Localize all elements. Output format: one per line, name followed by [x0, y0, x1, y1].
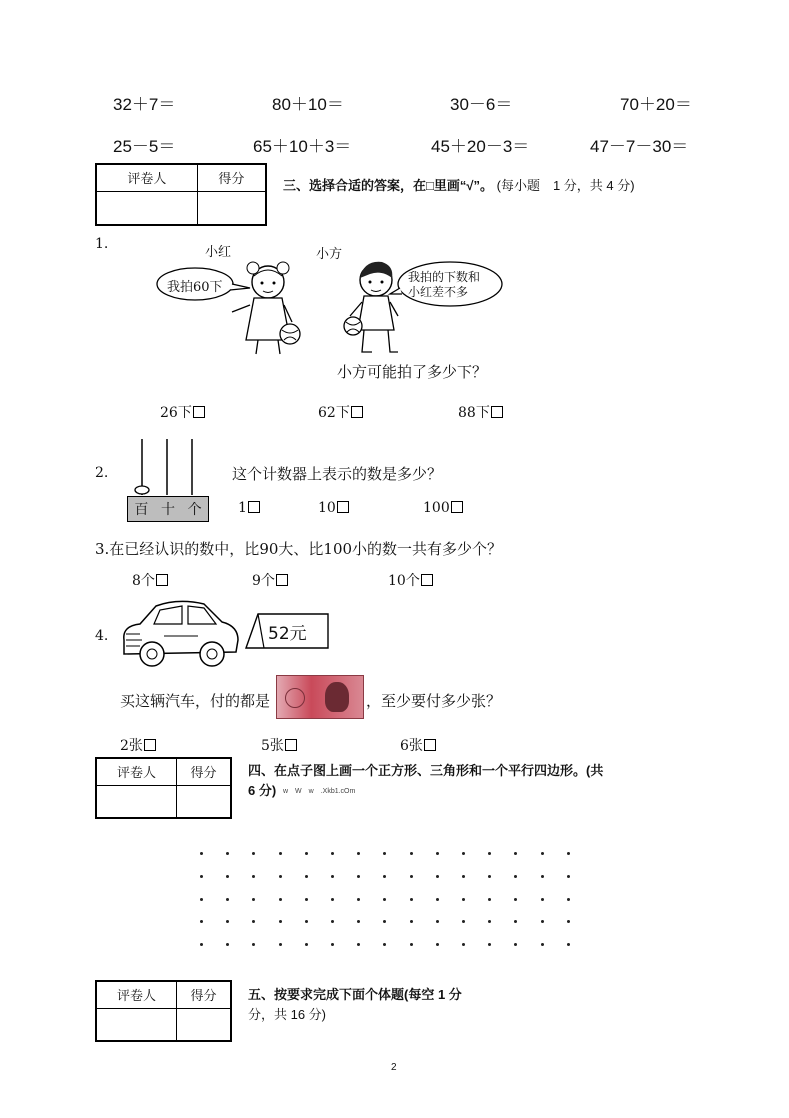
grid-dot	[488, 875, 491, 878]
girl-name: 小红	[205, 245, 232, 260]
equation: 80＋10＝	[272, 95, 344, 114]
grid-dot	[541, 875, 544, 878]
section3-points: (每小题 1 分，共 4 分)	[496, 178, 635, 193]
grid-dot	[331, 875, 334, 878]
grid-dot	[383, 898, 386, 901]
grid-dot	[279, 920, 282, 923]
grid-dot	[331, 943, 334, 946]
option[interactable]	[261, 735, 297, 755]
option-label: 100	[423, 500, 450, 516]
grid-dot	[331, 852, 334, 855]
grid-dot	[331, 920, 334, 923]
abacus-rods	[126, 437, 210, 497]
option-label: 88下	[458, 405, 490, 421]
option[interactable]	[388, 570, 433, 590]
option[interactable]	[318, 402, 363, 422]
grid-dot	[200, 920, 203, 923]
grid-dot	[462, 943, 465, 946]
grid-dot	[567, 920, 570, 923]
grader-table	[95, 163, 267, 226]
answer-box[interactable]	[193, 406, 205, 418]
grid-dot	[226, 920, 229, 923]
section4-title-line1: 四、在点子图上画一个正方形、三角形和一个平行四边形。(共	[248, 763, 604, 778]
q1-number: 1.	[95, 236, 109, 252]
grid-dot	[436, 943, 439, 946]
watermark: w W w .Xkb1.cOm	[283, 788, 356, 795]
grid-dot	[226, 898, 229, 901]
dot-row	[200, 943, 570, 946]
grid-dot	[462, 898, 465, 901]
answer-box[interactable]	[337, 501, 349, 513]
grid-dot	[541, 920, 544, 923]
grid-dot	[462, 875, 465, 878]
reviewer-label: 评卷人	[96, 981, 176, 1008]
score-cell[interactable]	[176, 1008, 231, 1041]
option[interactable]	[238, 500, 260, 516]
grid-dot	[357, 898, 360, 901]
grid-dot	[279, 852, 282, 855]
grid-dot	[279, 898, 282, 901]
grid-dot	[488, 943, 491, 946]
option[interactable]	[160, 402, 205, 422]
grid-dot	[436, 898, 439, 901]
equation: 30－6＝	[450, 95, 513, 114]
grid-dot	[383, 943, 386, 946]
answer-box[interactable]	[144, 739, 156, 751]
option[interactable]	[318, 500, 349, 516]
grader-table	[95, 757, 232, 819]
grid-dot	[514, 898, 517, 901]
grid-dot	[514, 875, 517, 878]
option[interactable]	[458, 402, 503, 422]
option-label: 9个	[252, 573, 275, 589]
option-label: 10个	[388, 573, 420, 589]
section4-title-line2: 6 分)	[248, 783, 277, 798]
grid-dot	[410, 920, 413, 923]
answer-box[interactable]	[156, 574, 168, 586]
grid-dot	[488, 920, 491, 923]
dot-row	[200, 875, 570, 878]
grid-dot	[488, 898, 491, 901]
q1-question: 小方可能拍了多少下？	[337, 363, 488, 381]
grid-dot	[462, 852, 465, 855]
dot-row	[200, 852, 570, 855]
score-cell[interactable]	[197, 191, 266, 225]
grid-dot	[436, 852, 439, 855]
q4-number: 4.	[95, 628, 109, 644]
grid-dot	[226, 875, 229, 878]
answer-box[interactable]	[451, 501, 463, 513]
score-cell[interactable]	[176, 785, 231, 818]
answer-box[interactable]	[248, 501, 260, 513]
equation: 70＋20＝	[620, 95, 692, 114]
banknote-emblem	[285, 688, 305, 708]
section3-title	[283, 175, 635, 194]
grid-dot	[357, 852, 360, 855]
grid-dot	[200, 898, 203, 901]
abacus-base	[127, 496, 209, 522]
grid-dot	[567, 898, 570, 901]
option[interactable]	[400, 735, 436, 755]
grid-dot	[252, 920, 255, 923]
score-label: 得分	[176, 981, 231, 1008]
grid-dot	[410, 943, 413, 946]
answer-box[interactable]	[424, 739, 436, 751]
option-label: 1	[238, 500, 247, 516]
grid-dot	[279, 943, 282, 946]
option[interactable]	[423, 500, 463, 516]
grid-dot	[252, 875, 255, 878]
option-label: 2张	[120, 738, 143, 754]
option[interactable]	[132, 570, 168, 590]
answer-box[interactable]	[276, 574, 288, 586]
reviewer-label: 评卷人	[96, 758, 176, 785]
banknote-image	[276, 675, 364, 719]
grid-dot	[541, 898, 544, 901]
grid-dot	[226, 852, 229, 855]
boy-bubble-line1: 我拍的下数和	[408, 270, 481, 284]
answer-box[interactable]	[285, 739, 297, 751]
dot-row	[200, 898, 570, 901]
grid-dot	[357, 943, 360, 946]
grid-dot	[200, 943, 203, 946]
option[interactable]	[120, 735, 156, 755]
grid-dot	[252, 898, 255, 901]
option-label: 10	[318, 500, 336, 516]
option-label: 26下	[160, 405, 192, 421]
grid-dot	[279, 875, 282, 878]
grid-dot	[514, 920, 517, 923]
answer-box[interactable]	[421, 574, 433, 586]
grid-dot	[436, 875, 439, 878]
abacus-label-tens: 十	[160, 502, 175, 518]
grid-dot	[567, 875, 570, 878]
equation: 65＋10＋3＝	[253, 137, 352, 156]
grid-dot	[357, 875, 360, 878]
q2-number: 2.	[95, 465, 109, 481]
grid-dot	[305, 943, 308, 946]
grid-dot	[200, 875, 203, 878]
banknote-portrait	[325, 682, 349, 712]
option[interactable]	[252, 570, 288, 590]
section3-heading: 三、选择合适的答案，在□里画“√”。	[283, 178, 493, 193]
reviewer-cell[interactable]	[96, 1008, 176, 1041]
grid-dot	[252, 943, 255, 946]
abacus-label-hundreds: 百	[134, 502, 149, 518]
answer-box[interactable]	[491, 406, 503, 418]
equation: 32＋7＝	[113, 95, 176, 114]
q2-question: 这个计数器上表示的数是多少？	[232, 465, 443, 483]
reviewer-label: 评卷人	[96, 164, 197, 191]
option-label: 5张	[261, 738, 284, 754]
grid-dot	[567, 943, 570, 946]
boy-name: 小方	[316, 247, 343, 262]
grid-dot	[305, 898, 308, 901]
girl-bubble-text: 我拍60下	[167, 280, 223, 295]
option-label: 62下	[318, 405, 350, 421]
grid-dot	[305, 920, 308, 923]
abacus-label-ones: 个	[187, 502, 202, 518]
grid-dot	[331, 898, 334, 901]
q1-illustration	[150, 250, 510, 360]
score-label: 得分	[176, 758, 231, 785]
option-label: 6张	[400, 738, 423, 754]
grid-dot	[383, 852, 386, 855]
q4-question-part1: 买这辆汽车，付的都是	[120, 692, 271, 710]
grid-dot	[514, 943, 517, 946]
grid-dot	[383, 920, 386, 923]
grid-dot	[357, 920, 360, 923]
grid-dot	[305, 852, 308, 855]
grid-dot	[436, 920, 439, 923]
grid-dot	[410, 875, 413, 878]
grid-dot	[252, 852, 255, 855]
grid-dot	[541, 943, 544, 946]
grid-dot	[410, 898, 413, 901]
equation: 25－5＝	[113, 137, 176, 156]
grid-dot	[488, 852, 491, 855]
price-label: 52元	[268, 624, 307, 644]
option-label: 8个	[132, 573, 155, 589]
grid-dot	[514, 852, 517, 855]
grid-dot	[383, 875, 386, 878]
dot-row	[200, 920, 570, 923]
score-label: 得分	[197, 164, 266, 191]
page-number: 2	[391, 1062, 397, 1073]
grid-dot	[541, 852, 544, 855]
grid-dot	[567, 852, 570, 855]
reviewer-cell[interactable]	[96, 191, 197, 225]
section5-title-line1: 五、按要求完成下面个体题(每空 1 分	[248, 987, 462, 1002]
boy-bubble-line2: 小红差不多	[408, 285, 469, 299]
equation: 47－7－30＝	[590, 137, 689, 156]
grader-table	[95, 980, 232, 1042]
grid-dot	[226, 943, 229, 946]
grid-dot	[410, 852, 413, 855]
grid-dot	[462, 920, 465, 923]
car-icon	[118, 596, 242, 672]
answer-box[interactable]	[351, 406, 363, 418]
grid-dot	[200, 852, 203, 855]
q3-question: 3.在已经认识的数中，比90大、比100小的数一共有多少个？	[95, 540, 503, 558]
grid-dot	[305, 875, 308, 878]
q4-question-part2: ，至少要付多少张？	[366, 692, 502, 710]
equation: 45＋20－3＝	[431, 137, 530, 156]
reviewer-cell[interactable]	[96, 785, 176, 818]
section5-title-line2: 分，共 16 分)	[248, 1007, 327, 1022]
